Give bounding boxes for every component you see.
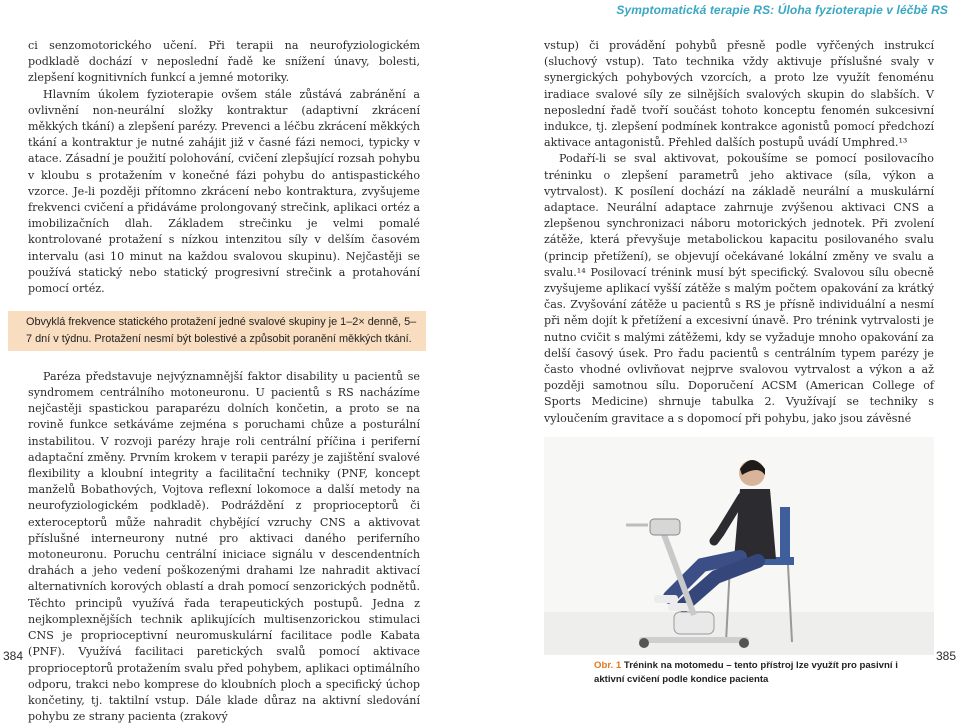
left-paragraph-1: ci senzomotorického učení. Při terapii na neurofyziologickém podkladě dochází v neposlední řadě ke snížení únavy, bolesti, zlepšení kognitivních funkcí a jemné motoriky. xyxy=(28,39,420,85)
right-paragraph-2: Podaří-li se sval aktivovat, pokoušíme se pomocí posilovacího tréninku o zlepšení parametrů jeho aktivace (síla, výkon a vytrvalost). K posílení dochází na základě neurální a muskulární adaptace. Neurální adaptace zahrnuje zvýšenou aktivaci CNS a zlepšenou synchronizaci náboru motorických jednotek. Při zvolení zátěže, která převyšuje metabolickou kapacitu posilovaného svalu (princip přetížení), se objevují očekávané lokální změny ve svalu a svalu.¹⁴ Posilovací trénink musí být specifický. Svalovou sílu obecně zvyšujeme aplikací vyšší zátěže s malým počtem opakování za krátký čas. Zvyšování zátěže u pacientů s RS je přísně individuální a nesmí při něm dojít k přetížení a excesivní únavě. Pro trénink vytrvalosti je nutno cvičit s malými zátěžemi, kdy se vyžaduje mnoho opakování za delší časový úsek. Pro řadu pacientů s centrálním typem parézy je často vhodné ovlivňovat nejprve svalovou vytrvalost a výkon a až později samotnou sílu. Doporučení ACSM (American College of Sports Medicine) shrnuje tabulka 2. Využívají se techniky s vyloučením gravitace a s dopomocí při pohybu, jako jsou závěsné xyxy=(544,152,934,425)
motomed-photo xyxy=(544,437,934,655)
left-paragraph-3: Paréza představuje nejvýznamnější faktor disability u pacientů se syndromem centrálního motoneuronu. U pacientů s RS nacházíme nejčastěji spastickou paraparézu dolních končetin, a proto se na rovině funkce setkáváme zejména s poruchami chůze a posturální instabilitou. V rozvoji parézy hraje roli centrální příčina i periferní adaptační změny. Prvním krokem v terapii parézy je zajištění svalové flexibility a kloubní integrity a facilitační techniky (PNF, koncept manželů Bobathových, Vojtova reflexní lokomoce a další metody na neurofyziologickém podkladě). Podráždění z proprioceptorů či exteroceptorů může nahradit chybějící vzruchy CNS a aktivovat příslušné interneurony nutné pro aktivaci daného periferního motoneuronu. Poruchu centrální iniciace signálu v descendentních drahách a jeho vedení poškozenými drahami lze nahradit aktivací alternativních korových oblastí a drah pomocí senzorických podnětů. Těchto principů využívá řada terapeutických postupů. Jedna z nejkomplexnějších technik aplikujících multisenzorickou stimulaci CNS je proprioceptivní neuromuskulární facilitace podle Kabata (PNF). Využívá facilitaci paretických svalů pomocí aktivace proprioceptorů protažením svalu před pohybem, aplikaci optimálního odporu, trakci nebo komprese do kloubních ploch a specifický úchop končetiny, tj. taktilní vstup. Dále klade důraz na aktivní sledování pohybu ze strany pacienta (zrakový xyxy=(28,369,420,724)
right-column xyxy=(544,38,934,687)
figure-caption-text: Trénink na motomedu – tento přístroj lze využít pro pasivní i aktivní cvičení podle kondice pacienta xyxy=(594,659,898,685)
highlight-callout: Obvyklá frekvence statického protažení jedné svalové skupiny je 1–2× denně, 5–7 dní v týdnu. Protažení nesmí být bolestivé a způsobit poranění měkkých tkání. xyxy=(8,311,426,351)
right-paragraph-1: vstup) či provádění pohybů přesně podle vyřčených instrukcí (sluchový vstup). Tato technika vždy aktivuje příslušné svaly v synergických pohybových vzorcích, a proto lze využít fenoménu iradiace svalové síly ze silnějších svalových skupin do slabších. V neposlední řadě tvoří součást tohoto konceptu fenomén sukcesivní indukce, tj. zlepšení podmínek kontrakce agonistů pomocí předchozí aktivace antagonistů. Přehled dalších postupů uvádí Umphred.¹³ xyxy=(544,39,934,150)
left-column xyxy=(28,38,420,725)
left-paragraph-2: Hlavním úkolem fyzioterapie ovšem stále zůstává zabránění a ovlivnění non-neurální složky kontraktur (adaptivní zkrácení měkkých tkání) a zlepšení parézy. Prevenci a léčbu zkrácení měkkých tkání a kontraktur je nutné zahájit již v časné fázi nemoci, typicky v atace. Zásadní je použití polohování, cvičení zlepšující rozsah pohybu v kloubu s protažením v konečné fázi pohybu do antispastického vzorce. Je-li později přítomno zkrácení nebo kontraktura, zvyšujeme frekvenci cvičení a přidáváme prolongovaný strečink, aplikaci ortéz a imobilizačních dlah. Základem strečinku je velmi pomalé kontrolované protažení s nízkou intenzitou síly v delším časovém intervalu (asi 10 minut na každou svalovou skupinu). Nejčastěji se používá statický nebo statický progresivní strečink a protahování pomocí ortéz. xyxy=(28,87,420,296)
figure-caption xyxy=(594,659,924,687)
page-number-right: 385 xyxy=(935,649,956,663)
page-number-left: 384 xyxy=(3,649,24,663)
figure-caption-label: Obr. 1 xyxy=(594,659,622,671)
running-head: Symptomatická terapie RS: Úloha fyzioterapie v léčbě RS xyxy=(616,3,948,17)
motomed-illustration xyxy=(544,437,934,655)
